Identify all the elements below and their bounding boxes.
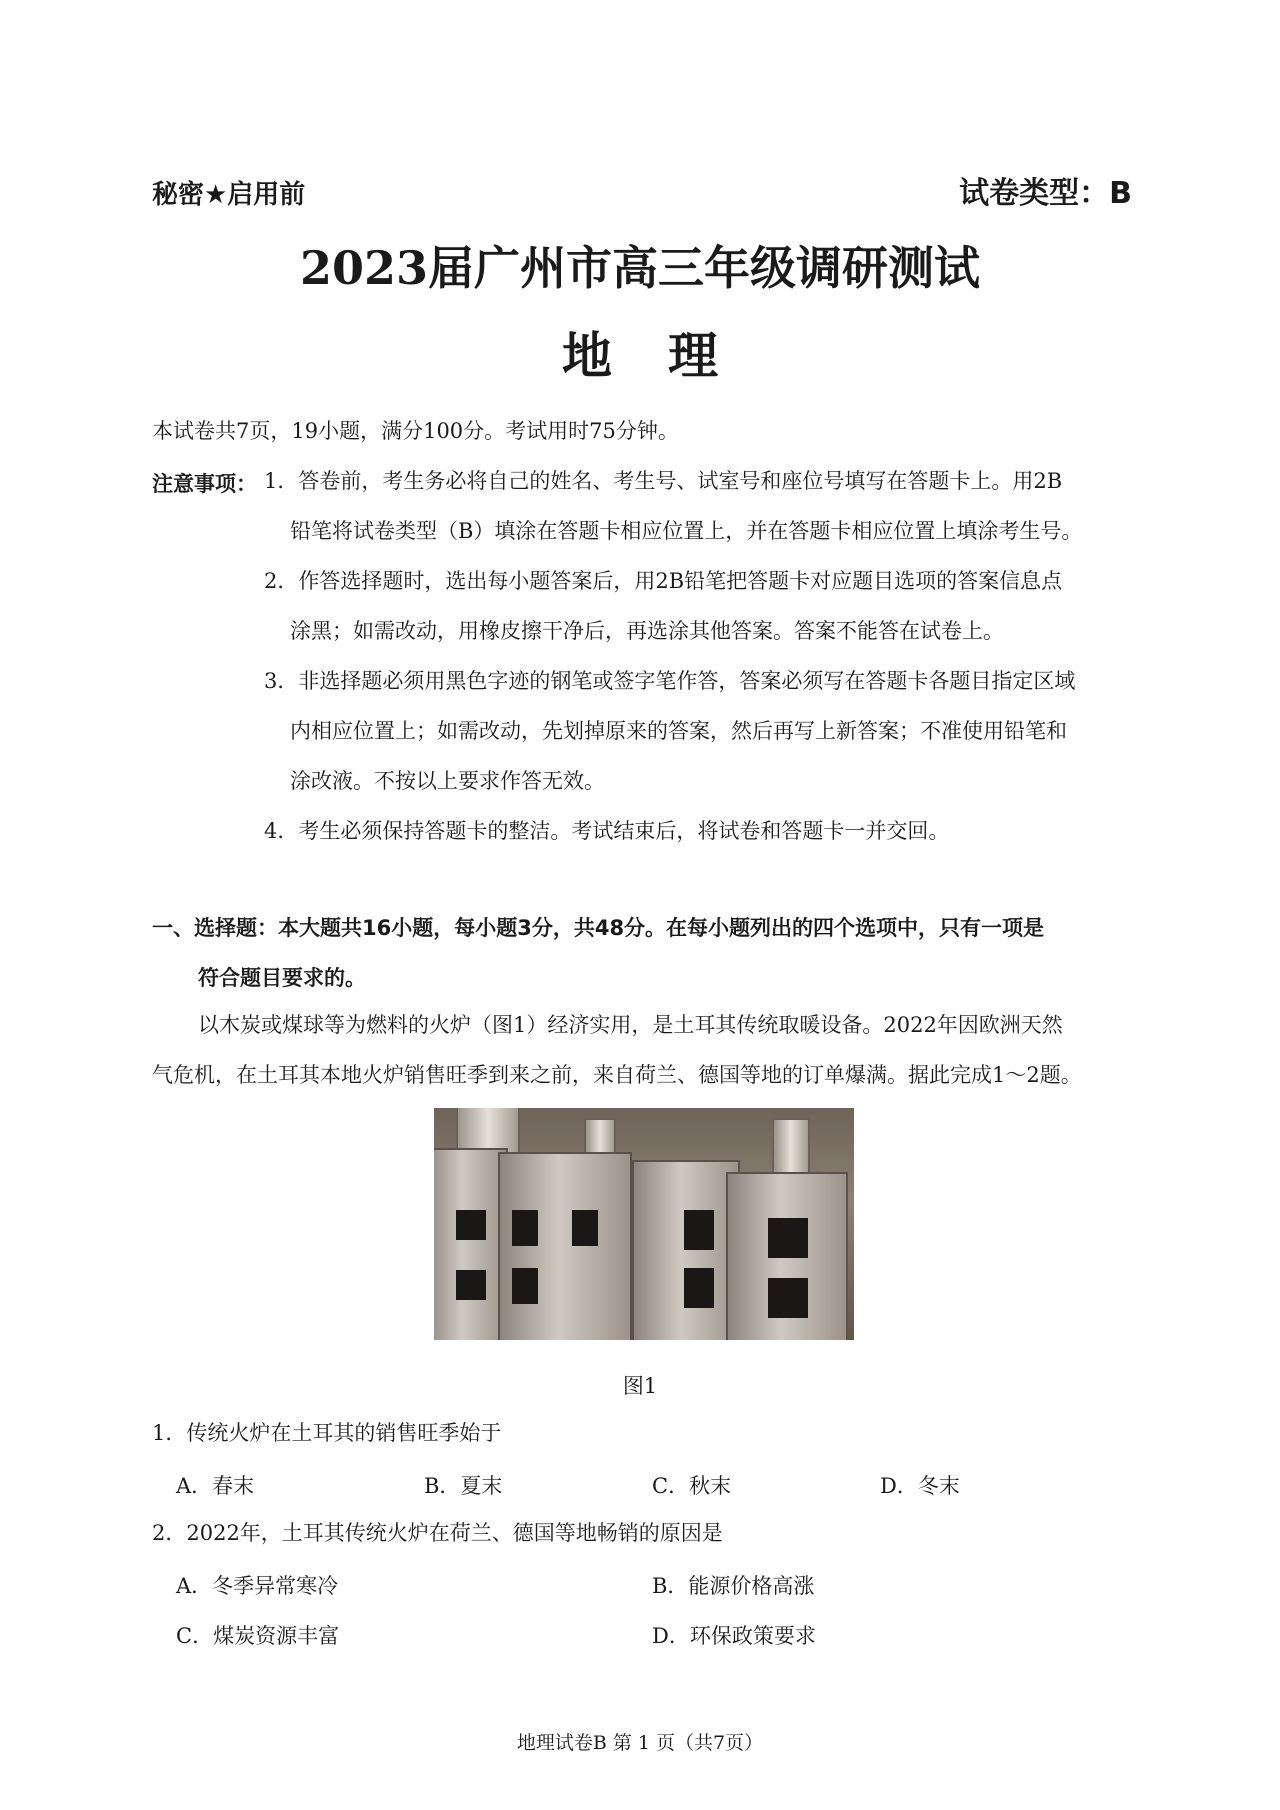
question-option: D．冬末: [880, 1474, 960, 1498]
subject-title: 地理: [562, 326, 774, 385]
figure-caption: 图1: [622, 1374, 658, 1398]
question-option: C．煤炭资源丰富: [176, 1624, 340, 1648]
question-stem: 2．2022年，土耳其传统火炉在荷兰、德国等地畅销的原因是: [152, 1521, 723, 1545]
question-option: A．冬季异常寒冷: [176, 1574, 339, 1598]
notice-line: 涂改液。不按以上要求作答无效。: [290, 769, 605, 793]
passage-line: 以木炭或煤球等为燃料的火炉（图1）经济实用，是土耳其传统取暖设备。2022年因欧洲天然: [198, 1013, 1063, 1037]
exam-intro: 本试卷共7页，19小题，满分100分。考试用时75分钟。: [152, 419, 679, 443]
notice-line: 铅笔将试卷类型（B）填涂在答题卡相应位置上，并在答题卡相应位置上填涂考生号。: [290, 519, 1083, 543]
paper-type-label: 试卷类型：B: [959, 176, 1132, 211]
notice-line: 内相应位置上；如需改动，先划掉原来的答案，然后再写上新答案；不准使用铅笔和: [290, 719, 1067, 743]
notice-line: 涂黑；如需改动，用橡皮擦干净后，再选涂其他答案。答案不能答在试卷上。: [290, 619, 1004, 643]
passage-line: 气危机，在土耳其本地火炉销售旺季到来之前，来自荷兰、德国等地的订单爆满。据此完成1～2题。: [152, 1063, 1082, 1087]
question-option: D．环保政策要求: [652, 1624, 816, 1648]
notice-line: 1．答卷前，考生务必将自己的姓名、考生号、试室号和座位号填写在答题卡上。用2B: [264, 469, 1063, 493]
section-heading: 一、选择题：本大题共16小题，每小题3分，共48分。在每小题列出的四个选项中，只有一项是: [152, 916, 1045, 940]
section-heading-cont: 符合题目要求的。: [198, 966, 366, 990]
question-option: B．能源价格高涨: [652, 1574, 815, 1598]
question-option: A．春末: [176, 1474, 255, 1498]
exam-title: 2023届广州市高三年级调研测试: [299, 241, 981, 295]
notice-line: 2．作答选择题时，选出每小题答案后，用2B铅笔把答题卡对应题目选项的答案信息点: [264, 569, 1063, 593]
notice-label: 注意事项：: [152, 472, 257, 496]
question-stem: 1．传统火炉在土耳其的销售旺季始于: [152, 1421, 502, 1445]
stove-photo: [434, 1108, 854, 1340]
confidential-label: 秘密★启用前: [152, 180, 306, 210]
question-option: C．秋末: [652, 1474, 732, 1498]
page-footer: 地理试卷B 第 1 页（共7页）: [516, 1732, 764, 1754]
notice-line: 4．考生必须保持答题卡的整洁。考试结束后，将试卷和答题卡一并交回。: [264, 819, 950, 843]
question-option: B．夏末: [424, 1474, 503, 1498]
notice-line: 3．非选择题必须用黑色字迹的钢笔或签字笔作答，答案必须写在答题卡各题目指定区域: [264, 669, 1076, 693]
